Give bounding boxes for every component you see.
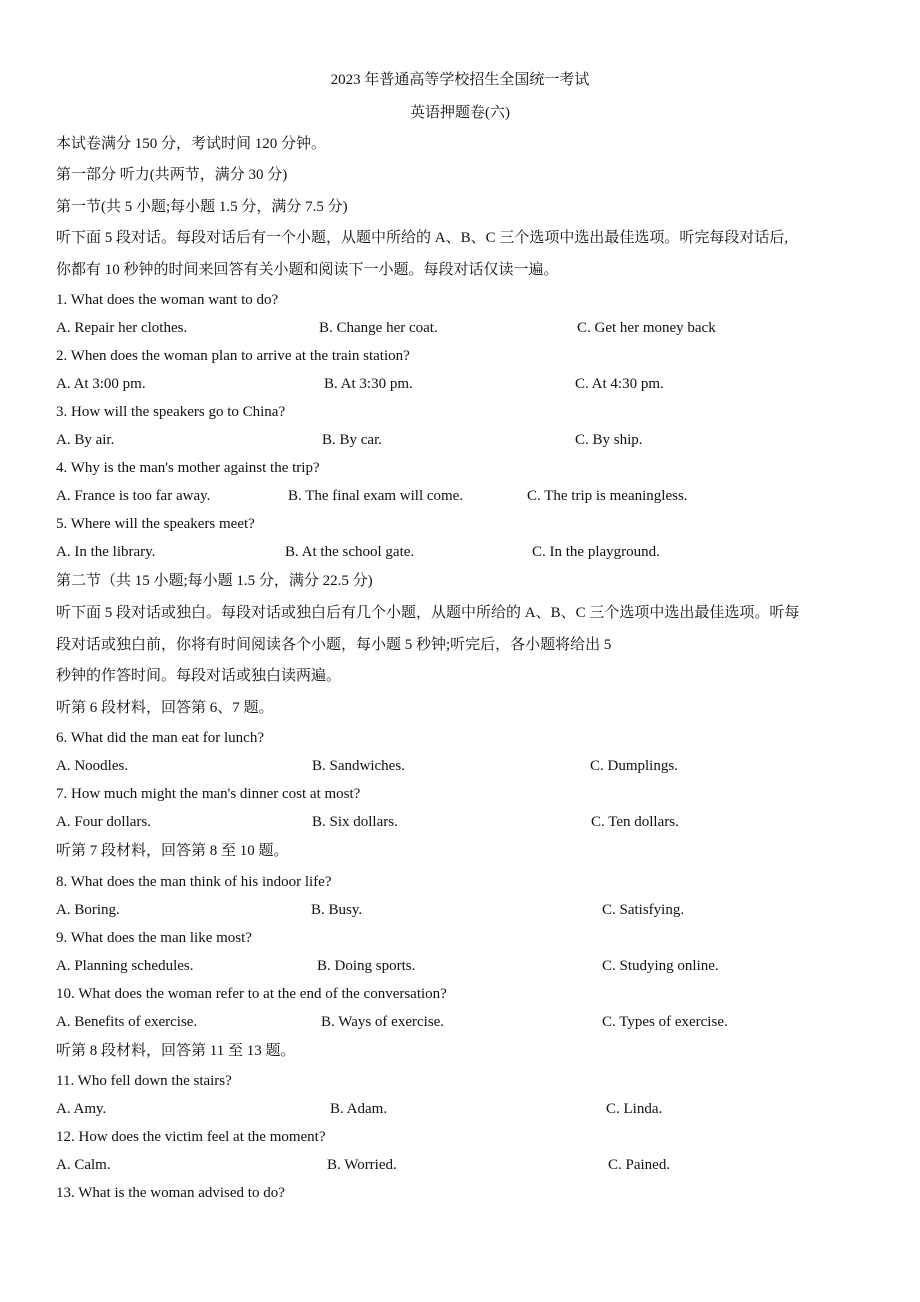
question-5: 5. Where will the speakers meet? xyxy=(56,516,255,532)
q2-option-b: B. At 3:30 pm. xyxy=(324,376,413,392)
q11-option-b: B. Adam. xyxy=(330,1101,388,1117)
q4-option-c: C. The trip is meaningless. xyxy=(527,488,688,504)
question-10: 10. What does the woman refer to at the end of the conversation? xyxy=(56,986,447,1002)
score-time-note: 本试卷满分 150 分，考试时间 120 分钟。 xyxy=(56,136,327,152)
q3-option-c: C. By ship. xyxy=(575,432,643,448)
q4-option-a: A. France is too far away. xyxy=(56,488,211,504)
question-13: 13. What is the woman advised to do? xyxy=(56,1185,285,1201)
q7-option-c: C. Ten dollars. xyxy=(591,814,679,830)
passage8-heading: 听第 8 段材料，回答第 11 至 13 题。 xyxy=(56,1043,296,1059)
q8-option-c: C. Satisfying. xyxy=(602,902,685,918)
q12-option-b: B. Worried. xyxy=(327,1157,397,1173)
q9-option-c: C. Studying online. xyxy=(602,958,719,974)
q8-option-a: A. Boring. xyxy=(56,902,120,918)
q2-option-a: A. At 3:00 pm. xyxy=(56,376,146,392)
q5-option-c: C. In the playground. xyxy=(532,544,660,560)
q12-option-c: C. Pained. xyxy=(608,1157,671,1173)
q3-option-a: A. By air. xyxy=(56,432,115,448)
q11-option-a: A. Amy. xyxy=(56,1101,107,1117)
passage7-heading: 听第 7 段材料，回答第 8 至 10 题。 xyxy=(56,843,289,859)
question-7: 7. How much might the man's dinner cost at most? xyxy=(56,786,361,802)
question-4: 4. Why is the man's mother against the trip? xyxy=(56,460,320,476)
question-11: 11. Who fell down the stairs? xyxy=(56,1073,232,1089)
q10-option-b: B. Ways of exercise. xyxy=(321,1014,445,1030)
question-6: 6. What did the man eat for lunch? xyxy=(56,730,264,746)
q5-option-a: A. In the library. xyxy=(56,544,156,560)
q1-option-a: A. Repair her clothes. xyxy=(56,320,188,336)
question-8: 8. What does the man think of his indoor life? xyxy=(56,874,332,890)
q8-option-b: B. Busy. xyxy=(311,902,363,918)
q2-option-c: C. At 4:30 pm. xyxy=(575,376,664,392)
q1-option-b: B. Change her coat. xyxy=(319,320,438,336)
q9-option-a: A. Planning schedules. xyxy=(56,958,194,974)
section2-instruction-line2: 段对话或独白前，你将有时间阅读各个小题，每小题 5 秒钟;听完后，各小题将给出 5 xyxy=(56,637,612,653)
section2-instruction-line1: 听下面 5 段对话或独白。每段对话或独白后有几个小题，从题中所给的 A、B、C 三个选项中选出最佳选项。听每 xyxy=(56,605,800,621)
q4-option-b: B. The final exam will come. xyxy=(288,488,464,504)
q1-option-c: C. Get her money back xyxy=(577,320,716,336)
q7-option-b: B. Six dollars. xyxy=(312,814,398,830)
question-9: 9. What does the man like most? xyxy=(56,930,252,946)
q11-option-c: C. Linda. xyxy=(606,1101,663,1117)
q10-option-c: C. Types of exercise. xyxy=(602,1014,728,1030)
q9-option-b: B. Doing sports. xyxy=(317,958,416,974)
exam-subtitle: 英语押题卷(六) xyxy=(410,105,510,121)
exam-title: 2023 年普通高等学校招生全国统一考试 xyxy=(330,72,590,88)
section2-heading: 第二节（共 15 小题;每小题 1.5 分，满分 22.5 分) xyxy=(56,573,373,589)
part1-heading: 第一部分 听力(共两节，满分 30 分) xyxy=(56,167,288,183)
section1-instruction-line2: 你都有 10 秒钟的时间来回答有关小题和阅读下一小题。每段对话仅读一遍。 xyxy=(56,262,559,278)
section2-instruction-line3: 秒钟的作答时间。每段对话或独白读两遍。 xyxy=(56,668,342,684)
q6-option-b: B. Sandwiches. xyxy=(312,758,405,774)
section1-heading: 第一节(共 5 小题;每小题 1.5 分，满分 7.5 分) xyxy=(56,199,348,215)
passage6-heading: 听第 6 段材料，回答第 6、7 题。 xyxy=(56,700,274,716)
question-2: 2. When does the woman plan to arrive at the train station? xyxy=(56,348,410,364)
q7-option-a: A. Four dollars. xyxy=(56,814,151,830)
section1-instruction-line1: 听下面 5 段对话。每段对话后有一个小题，从题中所给的 A、B、C 三个选项中选出最佳选项。听完每段对话后, xyxy=(56,230,789,246)
question-1: 1. What does the woman want to do? xyxy=(56,292,279,308)
question-12: 12. How does the victim feel at the moment? xyxy=(56,1129,326,1145)
q5-option-b: B. At the school gate. xyxy=(285,544,415,560)
q12-option-a: A. Calm. xyxy=(56,1157,111,1173)
q6-option-c: C. Dumplings. xyxy=(590,758,678,774)
question-3: 3. How will the speakers go to China? xyxy=(56,404,286,420)
q6-option-a: A. Noodles. xyxy=(56,758,129,774)
q3-option-b: B. By car. xyxy=(322,432,382,448)
q10-option-a: A. Benefits of exercise. xyxy=(56,1014,198,1030)
